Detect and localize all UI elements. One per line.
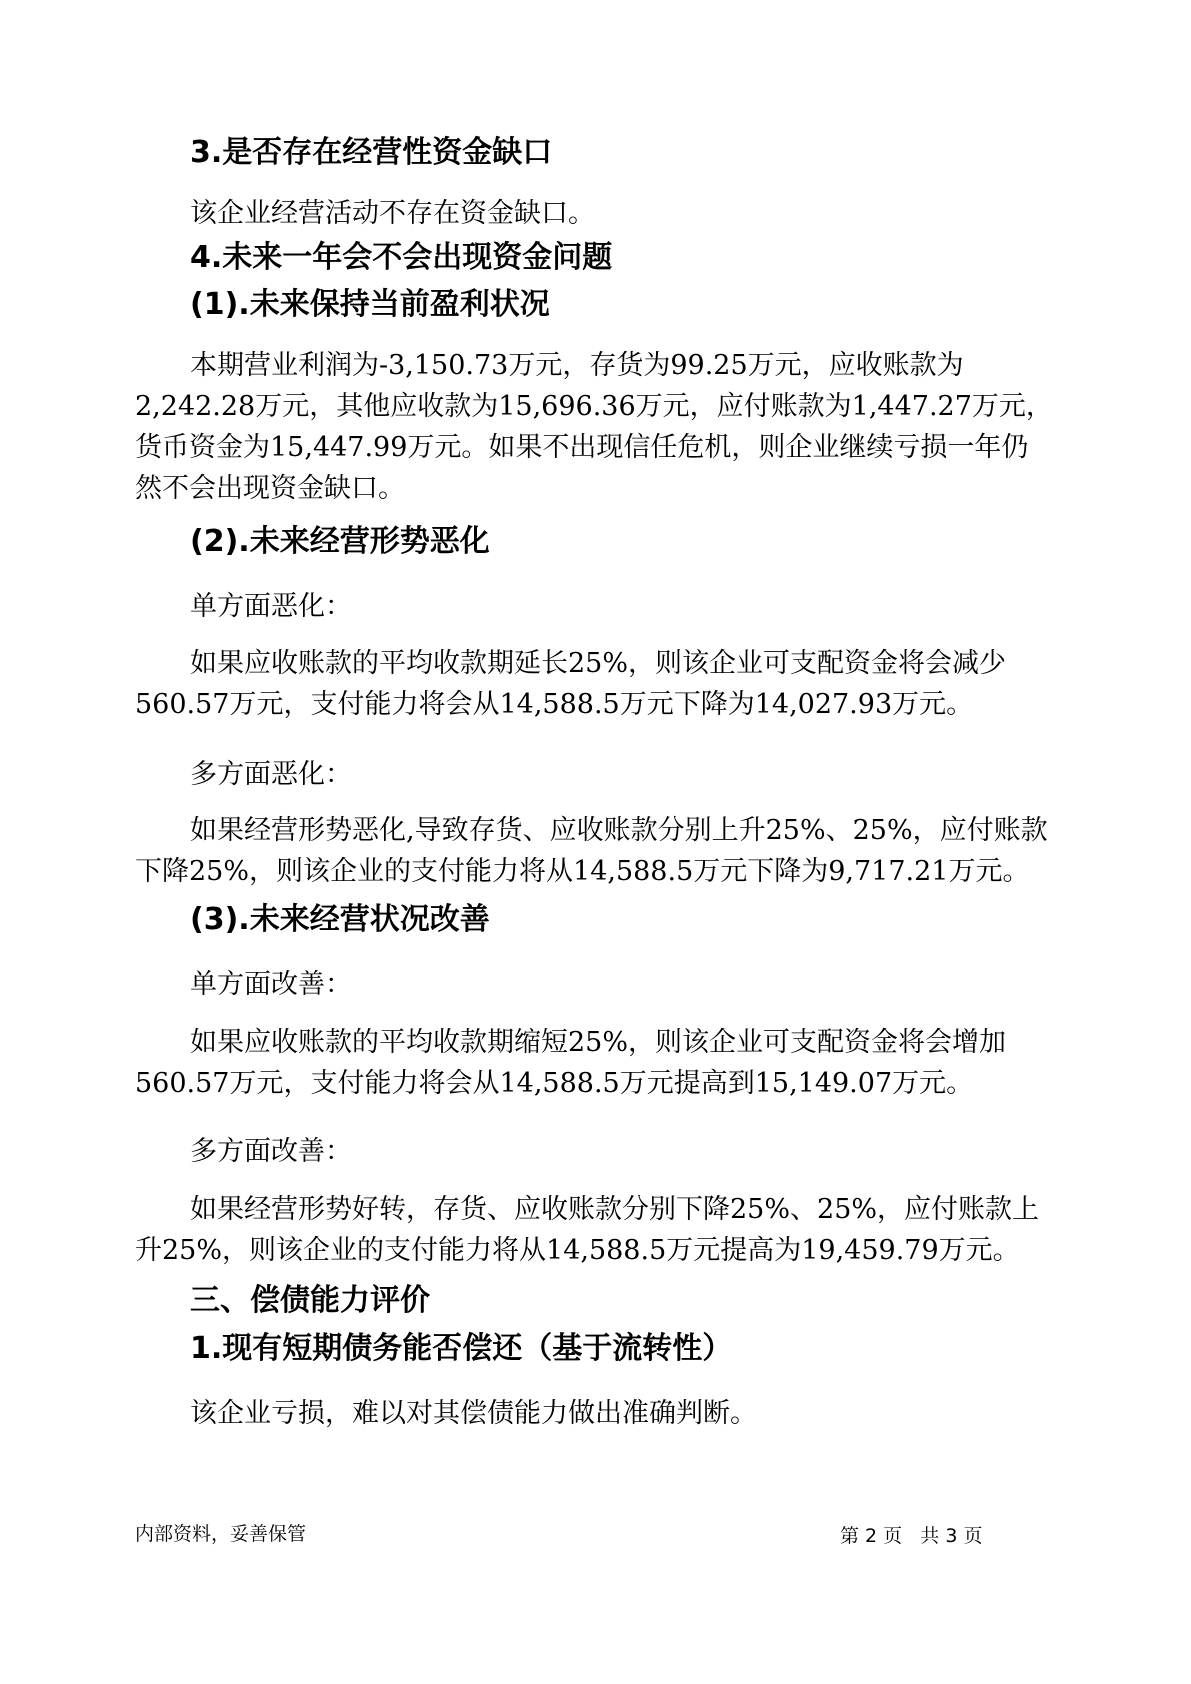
paragraph-line: 如果应收账款的平均收款期延长25%，则该企业可支配资金将会减少 xyxy=(190,648,1007,679)
label-multi-worsening: 多方面恶化： xyxy=(190,759,352,790)
paragraph-line: 升25%，则该企业的支付能力将从14,588.5万元提高为19,459.79万元。 xyxy=(135,1235,1020,1266)
paragraph-line: 如果经营形势恶化,导致存货、应收账款分别上升25%、25%，应付账款 xyxy=(190,815,1048,846)
label-single-improvement: 单方面改善： xyxy=(190,969,352,1000)
footer-confidential-note: 内部资料，妥善保管 xyxy=(135,1523,307,1545)
heading-short-term-debt: 1.现有短期债务能否偿还（基于流转性） xyxy=(190,1331,733,1366)
paragraph-single-worsening xyxy=(135,643,1006,725)
label-multi-improvement: 多方面改善： xyxy=(190,1136,352,1167)
paragraph-profit-status xyxy=(135,345,1053,509)
paragraph-line: 下降25%，则该企业的支付能力将从14,588.5万元下降为9,717.21万元。 xyxy=(135,856,1030,887)
heading-worsening: (2).未来经营形势恶化 xyxy=(190,524,490,559)
paragraph-solvency: 该企业亏损，难以对其偿债能力做出准确判断。 xyxy=(190,1398,757,1429)
paragraph-line: 2,242.28万元，其他应收款为15,696.36万元，应付账款为1,447.27万元， xyxy=(135,391,1053,422)
paragraph-single-improvement xyxy=(135,1022,1006,1104)
heading-solvency-evaluation: 三、偿债能力评价 xyxy=(190,1283,430,1318)
paragraph-line: 然不会出现资金缺口。 xyxy=(135,473,405,504)
heading-next-year-funding: 4.未来一年会不会出现资金问题 xyxy=(190,240,613,275)
paragraph-multi-worsening xyxy=(135,810,1048,892)
heading-keep-profit: (1).未来保持当前盈利状况 xyxy=(190,287,550,322)
paragraph-line: 本期营业利润为-3,150.73万元，存货为99.25万元，应收账款为 xyxy=(190,350,964,381)
paragraph-line: 如果应收账款的平均收款期缩短25%，则该企业可支配资金将会增加 xyxy=(190,1027,1007,1058)
heading-funding-gap: 3.是否存在经营性资金缺口 xyxy=(190,135,553,170)
paragraph-multi-improvement xyxy=(135,1189,1039,1271)
heading-improvement: (3).未来经营状况改善 xyxy=(190,902,490,937)
paragraph-line: 货币资金为15,447.99万元。如果不出现信任危机，则企业继续亏损一年仍 xyxy=(135,432,1029,463)
label-single-worsening: 单方面恶化： xyxy=(190,591,352,622)
paragraph-line: 如果经营形势好转，存货、应收账款分别下降25%、25%，应付账款上 xyxy=(190,1194,1040,1225)
footer-page-number: 第 2 页 共 3 页 xyxy=(840,1525,983,1547)
paragraph-line: 560.57万元，支付能力将会从14,588.5万元下降为14,027.93万元。 xyxy=(135,689,974,720)
paragraph-funding-gap: 该企业经营活动不存在资金缺口。 xyxy=(190,198,595,229)
paragraph-line: 560.57万元，支付能力将会从14,588.5万元提高到15,149.07万元。 xyxy=(135,1068,974,1099)
